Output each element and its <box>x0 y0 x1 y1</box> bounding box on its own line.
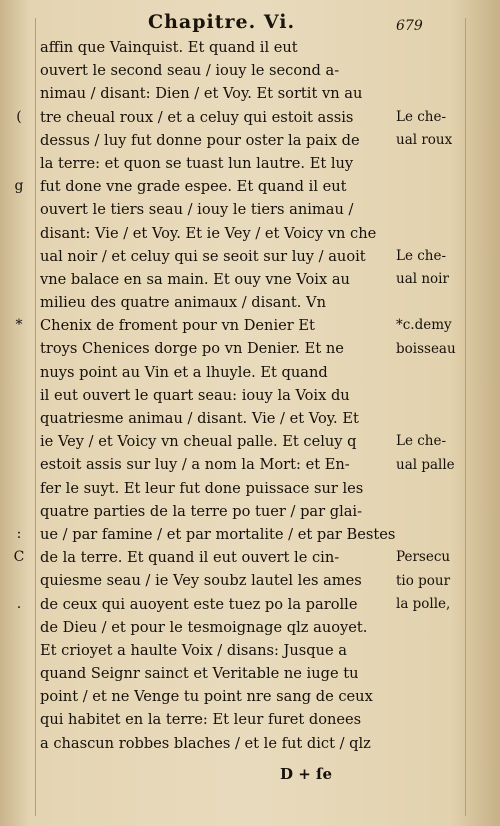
text-line: troys Chenices dorge po vn Denier. Et ne <box>40 340 344 358</box>
text-line: ouvert le tiers seau / iouy le tiers animau / <box>40 201 354 219</box>
text-line: tre cheual roux / et a celuy qui estoit assis <box>40 108 354 126</box>
text-line: la terre: et quon se tuast lun lautre. Et luy <box>40 154 354 172</box>
text-line: de la terre. Et quand il eut ouvert le cin- <box>40 549 340 567</box>
text-line: fer le suyt. Et leur fut done puissace sur les <box>40 479 364 497</box>
margin-note-line: ual palle <box>396 456 455 473</box>
text-line: il eut ouvert le quart seau: iouy la Voix du <box>40 386 350 404</box>
margin-note <box>396 106 500 152</box>
margin-note <box>396 245 500 291</box>
text-line: quatriesme animau / disant. Vie / et Voy. Et <box>40 410 359 427</box>
margin-note-line: Le che- <box>396 108 447 125</box>
text-line: nimau / disant: Dien / et Voy. Et sortit vn au <box>40 85 363 103</box>
gutter-mark: : <box>16 526 22 543</box>
text-line: de ceux qui auoyent este tuez po la parolle <box>40 595 358 613</box>
text-line: fut done vne grade espee. Et quand il eut <box>40 178 347 196</box>
margin-note <box>396 430 500 476</box>
page-header <box>40 6 500 36</box>
margin-note <box>396 314 500 360</box>
margin-note <box>396 546 500 616</box>
text-line: quand Seignr sainct et Veritable ne iuge tu <box>40 665 359 683</box>
text-line: ue / par famine / et par mortalite / et par Bestes <box>40 525 396 543</box>
signature-mark: D + ſe <box>280 765 333 783</box>
text-line: vne balace en sa main. Et ouy vne Voix au <box>40 270 350 288</box>
text-line: a chascun robbes blaches / et le fut dict / qlz <box>40 734 371 752</box>
margin-note-line: Le che- <box>396 433 447 450</box>
margin-note-line: boisseau <box>396 340 456 357</box>
margin-note-line: ual noir <box>396 270 449 287</box>
margin-note-line: Persecu <box>396 549 451 566</box>
text-line: point / et ne Venge tu point nre sang de ceux <box>40 688 373 706</box>
text-line: nuys point au Vin et a lhuyle. Et quand <box>40 363 328 381</box>
left-rule <box>35 18 36 816</box>
gutter-mark: C <box>13 549 25 566</box>
text-line: quatre parties de la terre po tuer / par glai- <box>40 502 363 520</box>
gutter-mark: * <box>15 317 23 334</box>
text-line: Chenix de froment pour vn Denier Et <box>40 317 315 335</box>
margin-note-line: tio pour <box>396 572 451 589</box>
folio-number: 679 <box>396 18 423 34</box>
margin-note-line: ual roux <box>396 131 453 148</box>
text-line: disant: Vie / et Voy. Et ie Vey / et Voicy vn che <box>40 224 377 242</box>
margin-note-line: *c.demy <box>396 317 452 334</box>
page-footer <box>280 764 430 788</box>
gutter-mark: . <box>16 595 22 612</box>
text-line: affin que Vainquist. Et quand il eut <box>40 39 298 56</box>
running-title: Chapitre. Vi. <box>148 11 296 33</box>
text-line: ie Vey / et Voicy vn cheual palle. Et celuy q <box>40 433 357 451</box>
text-line: ouvert le second seau / iouy le second a- <box>40 62 340 80</box>
text-line: Et crioyet a haulte Voix / disans: Jusque a <box>40 641 347 659</box>
text-line: milieu des quatre animaux / disant. Vn <box>40 294 326 312</box>
text-line: qui habitet en la terre: Et leur furet donees <box>40 711 362 729</box>
margin-note-line: Le che- <box>396 247 447 264</box>
text-line: ual noir / et celuy qui se seoit sur luy / auoit <box>40 247 366 265</box>
margin-note-line: la polle, <box>396 595 451 612</box>
gutter-mark: g <box>14 178 24 195</box>
text-line: estoit assis sur luy / a nom la Mort: et En- <box>40 456 350 474</box>
text-line: dessus / luy fut donne pour oster la paix de <box>40 131 360 149</box>
text-line: quiesme seau / ie Vey soubz lautel les ames <box>40 572 362 590</box>
gutter-mark: ( <box>16 108 22 125</box>
text-line: de Dieu / et pour le tesmoignage qlz auoyet. <box>40 618 368 636</box>
